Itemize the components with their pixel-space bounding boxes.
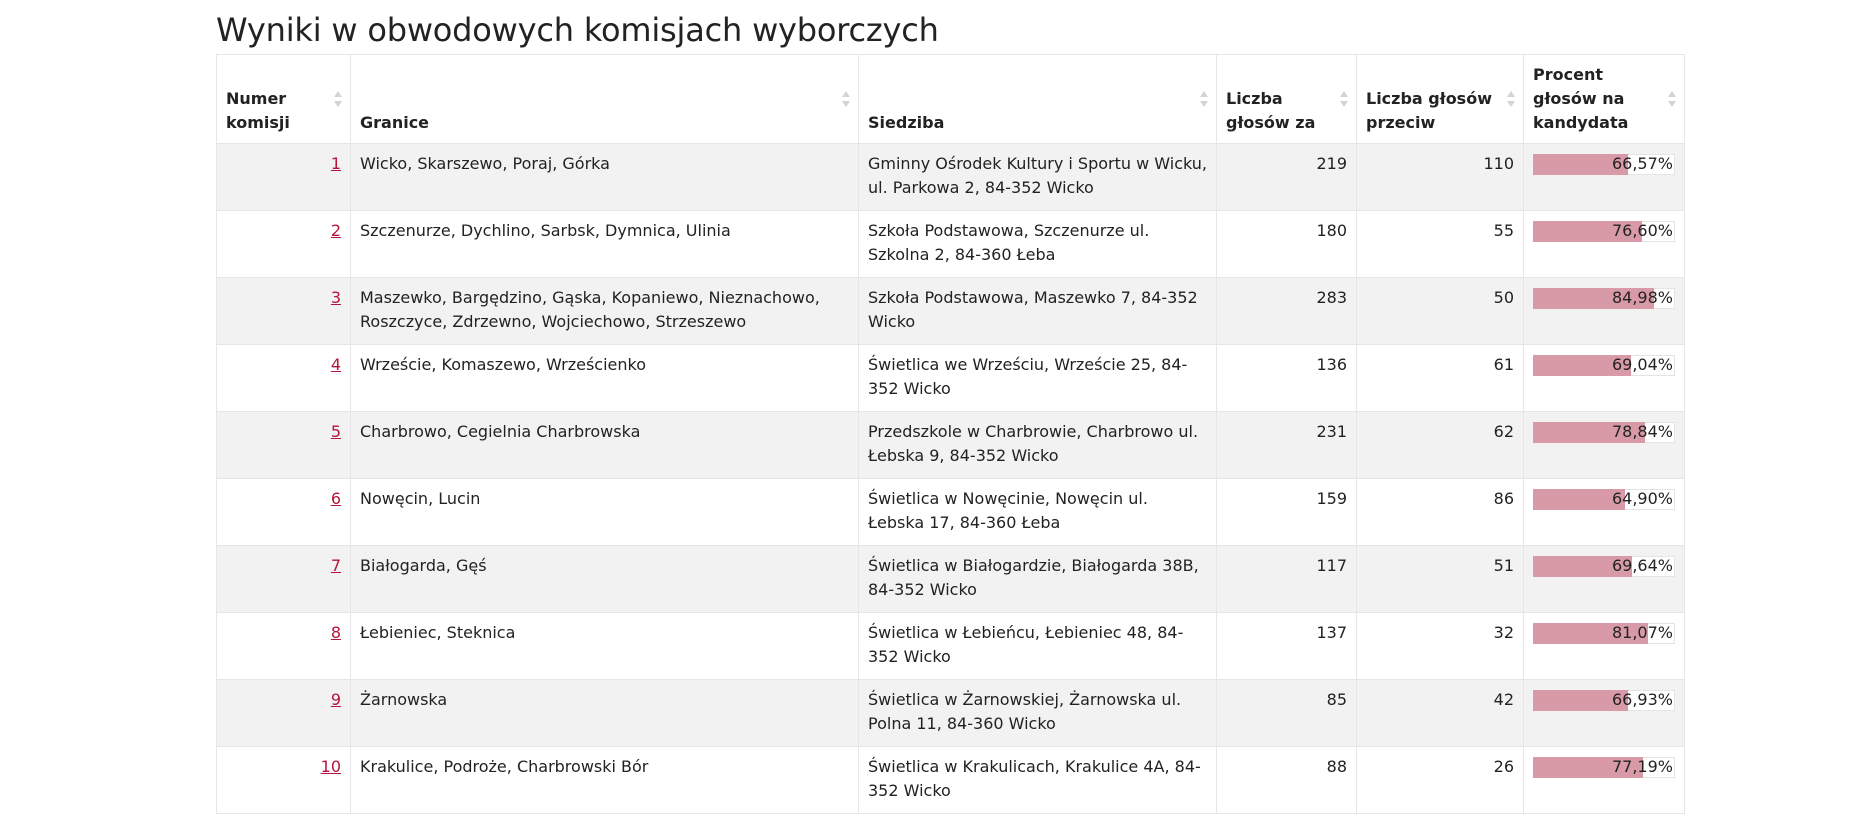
table-row	[217, 479, 1685, 546]
percent-cell	[1524, 680, 1685, 747]
granice-cell: Krakulice, Podroże, Charbrowski Bór	[351, 747, 859, 814]
siedziba-cell: Świetlica w Łebieńcu, Łebieniec 48, 84-352 Wicko	[859, 613, 1217, 680]
commission-number-link[interactable]: 3	[330, 288, 341, 307]
results-table	[216, 54, 1685, 814]
column-header-przeciw[interactable]	[1357, 55, 1524, 144]
votes-against-cell: 51	[1357, 546, 1524, 613]
siedziba-cell: Szkoła Podstawowa, Maszewko 7, 84-352 Wicko	[859, 278, 1217, 345]
page-title: Wyniki w obwodowych komisjach wyborczych	[216, 11, 939, 49]
commission-number-cell	[217, 479, 351, 546]
votes-against-cell: 110	[1357, 144, 1524, 211]
table-row	[217, 144, 1685, 211]
percent-label: 69,64%	[1611, 556, 1673, 575]
votes-for-cell: 231	[1217, 412, 1357, 479]
votes-for-cell: 159	[1217, 479, 1357, 546]
siedziba-cell: Świetlica w Krakulicach, Krakulice 4A, 84-352 Wicko	[859, 747, 1217, 814]
siedziba-cell: Świetlica we Wrześciu, Wrzeście 25, 84-352 Wicko	[859, 345, 1217, 412]
votes-for-cell: 283	[1217, 278, 1357, 345]
percent-bar	[1533, 219, 1675, 243]
votes-against-cell: 26	[1357, 747, 1524, 814]
commission-number-cell	[217, 345, 351, 412]
granice-cell: Białogarda, Gęś	[351, 546, 859, 613]
commission-number-cell	[217, 680, 351, 747]
table-row	[217, 345, 1685, 412]
commission-number-link[interactable]: 4	[330, 355, 341, 374]
commission-number-link[interactable]: 2	[330, 221, 341, 240]
table-row	[217, 211, 1685, 278]
percent-cell	[1524, 479, 1685, 546]
percent-cell	[1524, 144, 1685, 211]
percent-bar	[1533, 487, 1675, 511]
percent-bar	[1533, 420, 1675, 444]
votes-for-cell: 85	[1217, 680, 1357, 747]
column-header-label: Numer komisji	[226, 89, 290, 132]
percent-bar	[1533, 755, 1675, 779]
granice-cell: Żarnowska	[351, 680, 859, 747]
commission-number-link[interactable]: 7	[330, 556, 341, 575]
percent-bar	[1533, 286, 1675, 310]
commission-number-link[interactable]: 5	[330, 422, 341, 441]
granice-cell: Nowęcin, Lucin	[351, 479, 859, 546]
commission-number-cell	[217, 144, 351, 211]
table-row	[217, 412, 1685, 479]
percent-cell	[1524, 412, 1685, 479]
commission-number-cell	[217, 546, 351, 613]
votes-for-cell: 117	[1217, 546, 1357, 613]
percent-label: 76,60%	[1611, 221, 1673, 240]
column-header-numer[interactable]	[217, 55, 351, 144]
table-row	[217, 680, 1685, 747]
table-row	[217, 546, 1685, 613]
siedziba-cell: Świetlica w Białogardzie, Białogarda 38B, 84-352 Wicko	[859, 546, 1217, 613]
percent-label: 64,90%	[1611, 489, 1673, 508]
votes-for-cell: 88	[1217, 747, 1357, 814]
sort-icon	[842, 90, 850, 108]
siedziba-cell: Gminny Ośrodek Kultury i Sportu w Wicku, ul. Parkowa 2, 84-352 Wicko	[859, 144, 1217, 211]
column-header-label: Granice	[360, 113, 430, 132]
sort-icon	[1340, 90, 1348, 108]
votes-against-cell: 86	[1357, 479, 1524, 546]
siedziba-cell: Przedszkole w Charbrowie, Charbrowo ul. Łebska 9, 84-352 Wicko	[859, 412, 1217, 479]
commission-number-link[interactable]: 8	[330, 623, 341, 642]
sort-icon	[1507, 90, 1515, 108]
column-header-label: Procent głosów na kandydata	[1533, 65, 1629, 132]
votes-against-cell: 42	[1357, 680, 1524, 747]
commission-number-link[interactable]: 9	[330, 690, 341, 709]
table-row	[217, 278, 1685, 345]
percent-label: 77,19%	[1611, 757, 1673, 776]
percent-label: 69,04%	[1611, 355, 1673, 374]
votes-against-cell: 32	[1357, 613, 1524, 680]
percent-bar	[1533, 688, 1675, 712]
granice-cell: Charbrowo, Cegielnia Charbrowska	[351, 412, 859, 479]
votes-for-cell: 136	[1217, 345, 1357, 412]
votes-for-cell: 180	[1217, 211, 1357, 278]
percent-cell	[1524, 345, 1685, 412]
votes-against-cell: 50	[1357, 278, 1524, 345]
sort-icon	[334, 90, 342, 108]
granice-cell: Szczenurze, Dychlino, Sarbsk, Dymnica, Ulinia	[351, 211, 859, 278]
granice-cell: Maszewko, Bargędzino, Gąska, Kopaniewo, Nieznachowo, Roszczyce, Zdrzewno, Wojciechowo, Strzeszewo	[351, 278, 859, 345]
votes-against-cell: 62	[1357, 412, 1524, 479]
granice-cell: Wrzeście, Komaszewo, Wrześcienko	[351, 345, 859, 412]
commission-number-cell	[217, 278, 351, 345]
percent-cell	[1524, 613, 1685, 680]
percent-label: 66,93%	[1611, 690, 1673, 709]
percent-bar	[1533, 353, 1675, 377]
siedziba-cell: Świetlica w Nowęcinie, Nowęcin ul. Łebska 17, 84-360 Łeba	[859, 479, 1217, 546]
percent-bar	[1533, 621, 1675, 645]
commission-number-link[interactable]: 10	[320, 757, 341, 776]
column-header-procent[interactable]	[1524, 55, 1685, 144]
column-header-label: Liczba głosów przeciw	[1366, 89, 1492, 132]
percent-label: 66,57%	[1611, 154, 1673, 173]
percent-cell	[1524, 747, 1685, 814]
siedziba-cell: Szkoła Podstawowa, Szczenurze ul. Szkolna 2, 84-360 Łeba	[859, 211, 1217, 278]
column-header-label: Siedziba	[868, 113, 945, 132]
commission-number-link[interactable]: 1	[330, 154, 341, 173]
column-header-za[interactable]	[1217, 55, 1357, 144]
commission-number-cell	[217, 613, 351, 680]
percent-label: 78,84%	[1611, 422, 1673, 441]
percent-label: 81,07%	[1611, 623, 1673, 642]
table-row	[217, 613, 1685, 680]
siedziba-cell: Świetlica w Żarnowskiej, Żarnowska ul. Polna 11, 84-360 Wicko	[859, 680, 1217, 747]
commission-number-link[interactable]: 6	[330, 489, 341, 508]
sort-icon	[1668, 90, 1676, 108]
table-row	[217, 747, 1685, 814]
results-section	[216, 0, 1684, 814]
votes-against-cell: 55	[1357, 211, 1524, 278]
percent-cell	[1524, 211, 1685, 278]
commission-number-cell	[217, 412, 351, 479]
granice-cell: Łebieniec, Steknica	[351, 613, 859, 680]
percent-bar	[1533, 554, 1675, 578]
column-header-granice[interactable]	[351, 55, 859, 144]
votes-against-cell: 61	[1357, 345, 1524, 412]
sort-icon	[1200, 90, 1208, 108]
percent-cell	[1524, 278, 1685, 345]
percent-label: 84,98%	[1611, 288, 1673, 307]
commission-number-cell	[217, 747, 351, 814]
votes-for-cell: 137	[1217, 613, 1357, 680]
granice-cell: Wicko, Skarszewo, Poraj, Górka	[351, 144, 859, 211]
votes-for-cell: 219	[1217, 144, 1357, 211]
table-header-row	[217, 55, 1685, 144]
column-header-siedziba[interactable]	[859, 55, 1217, 144]
percent-cell	[1524, 546, 1685, 613]
commission-number-cell	[217, 211, 351, 278]
percent-bar	[1533, 152, 1675, 176]
column-header-label: Liczba głosów za	[1226, 89, 1316, 132]
